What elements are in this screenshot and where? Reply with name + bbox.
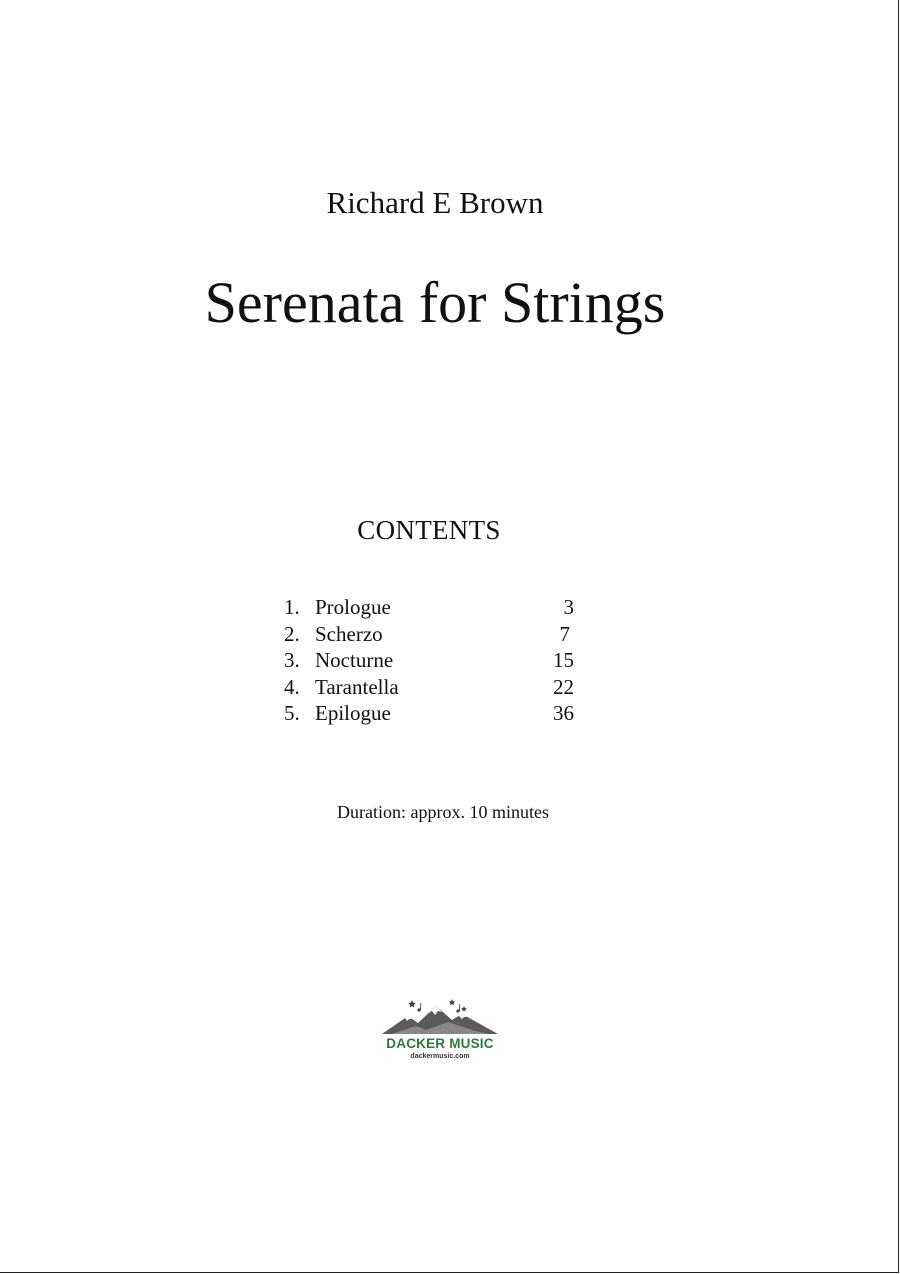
publisher-url: dackermusic.com bbox=[410, 1053, 470, 1060]
toc-item-number: 4. bbox=[284, 674, 300, 699]
toc-item-page: 22 bbox=[553, 674, 574, 699]
toc-item-number: 5. bbox=[284, 701, 300, 726]
toc-item-name: Tarantella bbox=[315, 674, 399, 699]
toc-item-page: 36 bbox=[553, 701, 574, 726]
toc-item-name: Scherzo bbox=[315, 621, 383, 646]
toc-item-number: 3. bbox=[284, 648, 300, 673]
toc-item-prologue bbox=[284, 594, 584, 621]
toc-item-name: Prologue bbox=[315, 595, 391, 619]
publisher-name: DACKER MUSIC bbox=[386, 1036, 494, 1051]
contents-heading: CONTENTS bbox=[357, 515, 501, 545]
publisher-logo bbox=[378, 996, 502, 1068]
duration-note: Duration: approx. 10 minutes bbox=[337, 802, 549, 822]
toc-item-page: 15 bbox=[553, 648, 574, 673]
mountain-logo-icon bbox=[378, 996, 502, 1038]
toc-item-scherzo bbox=[284, 621, 584, 648]
composer-name: Richard E Brown bbox=[326, 185, 544, 220]
page-title: Serenata for Strings bbox=[204, 270, 666, 335]
table-of-contents bbox=[284, 594, 584, 727]
toc-item-number: 1. bbox=[284, 595, 300, 619]
toc-item-page: 3 bbox=[563, 595, 574, 619]
toc-item-name: Epilogue bbox=[315, 701, 391, 726]
toc-item-number: 2. bbox=[284, 621, 300, 646]
toc-item-epilogue bbox=[284, 700, 584, 727]
toc-item-nocturne bbox=[284, 647, 584, 674]
toc-item-tarantella bbox=[284, 674, 584, 701]
toc-item-page: 7 bbox=[559, 621, 570, 646]
toc-item-name: Nocturne bbox=[315, 648, 394, 673]
